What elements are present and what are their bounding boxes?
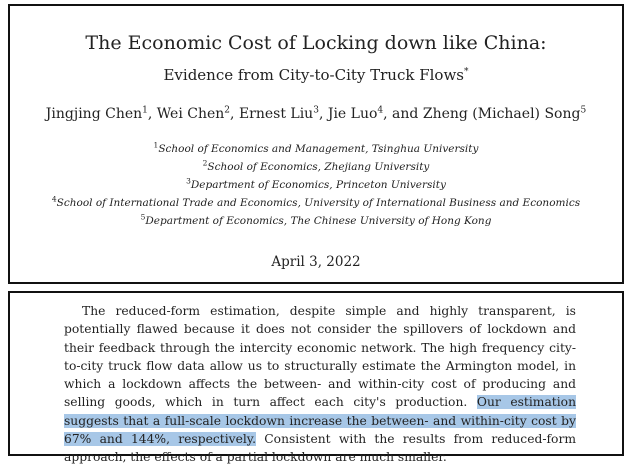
author: Jie Luo$^4$ [327, 105, 384, 122]
affiliation: $^1$School of Economics and Management, Tsinghua University [153, 140, 479, 155]
author-list: Jingjing Chen$^1$, Wei Chen$^2$, Ernest Liu$^3$, Jie Luo$^4$, and Zheng (Michael) Song$^5$ [45, 105, 587, 122]
highlighted-text: Our estimation suggests that a full-scale lockdown increase the between- and within-city cost by 67% and 144%, respectively. [64, 395, 576, 447]
author: Wei Chen$^2$ [156, 105, 231, 122]
abstract-paragraph: The reduced-form estimation, despite simple and highly transparent, is potentially flawed because it does not consider the spillovers of lockdown and their feedback through the intercity economic network. The high frequency city-to-city truck flow data allow us to structurally estimate the Armington model, in which a lockdown affects the between- and within-city cost of producing and selling goods, which in turn affect each city's production. Our estimation suggests that a full-scale lockdown increase the between- and within-city cost by 67% and 144%, respectively. Consistent with the results from reduced-form approach, the effects of a partial lockdown are much smaller. [64, 304, 576, 465]
paper-subtitle: Evidence from City-to-City Truck Flows* [163, 66, 469, 84]
author: Zheng (Michael) Song$^5$ [422, 105, 587, 122]
title-footnote-mark: * [464, 67, 469, 77]
affiliation: $^4$School of International Trade and Economics, University of International Business and Economics [51, 194, 581, 209]
affiliation: $^2$School of Economics, Zhejiang University [202, 158, 430, 173]
paper-title: The Economic Cost of Locking down like China: [85, 32, 547, 54]
abstract-panel [8, 291, 624, 465]
affiliation: $^5$Department of Economics, The Chinese University of Hong Kong [140, 212, 492, 227]
author: Ernest Liu$^3$ [238, 105, 319, 122]
author: Jingjing Chen$^1$ [45, 105, 148, 122]
paper-date: April 3, 2022 [271, 254, 361, 270]
affiliation: $^3$Department of Economics, Princeton University [186, 176, 446, 191]
title-page-panel [8, 4, 624, 284]
